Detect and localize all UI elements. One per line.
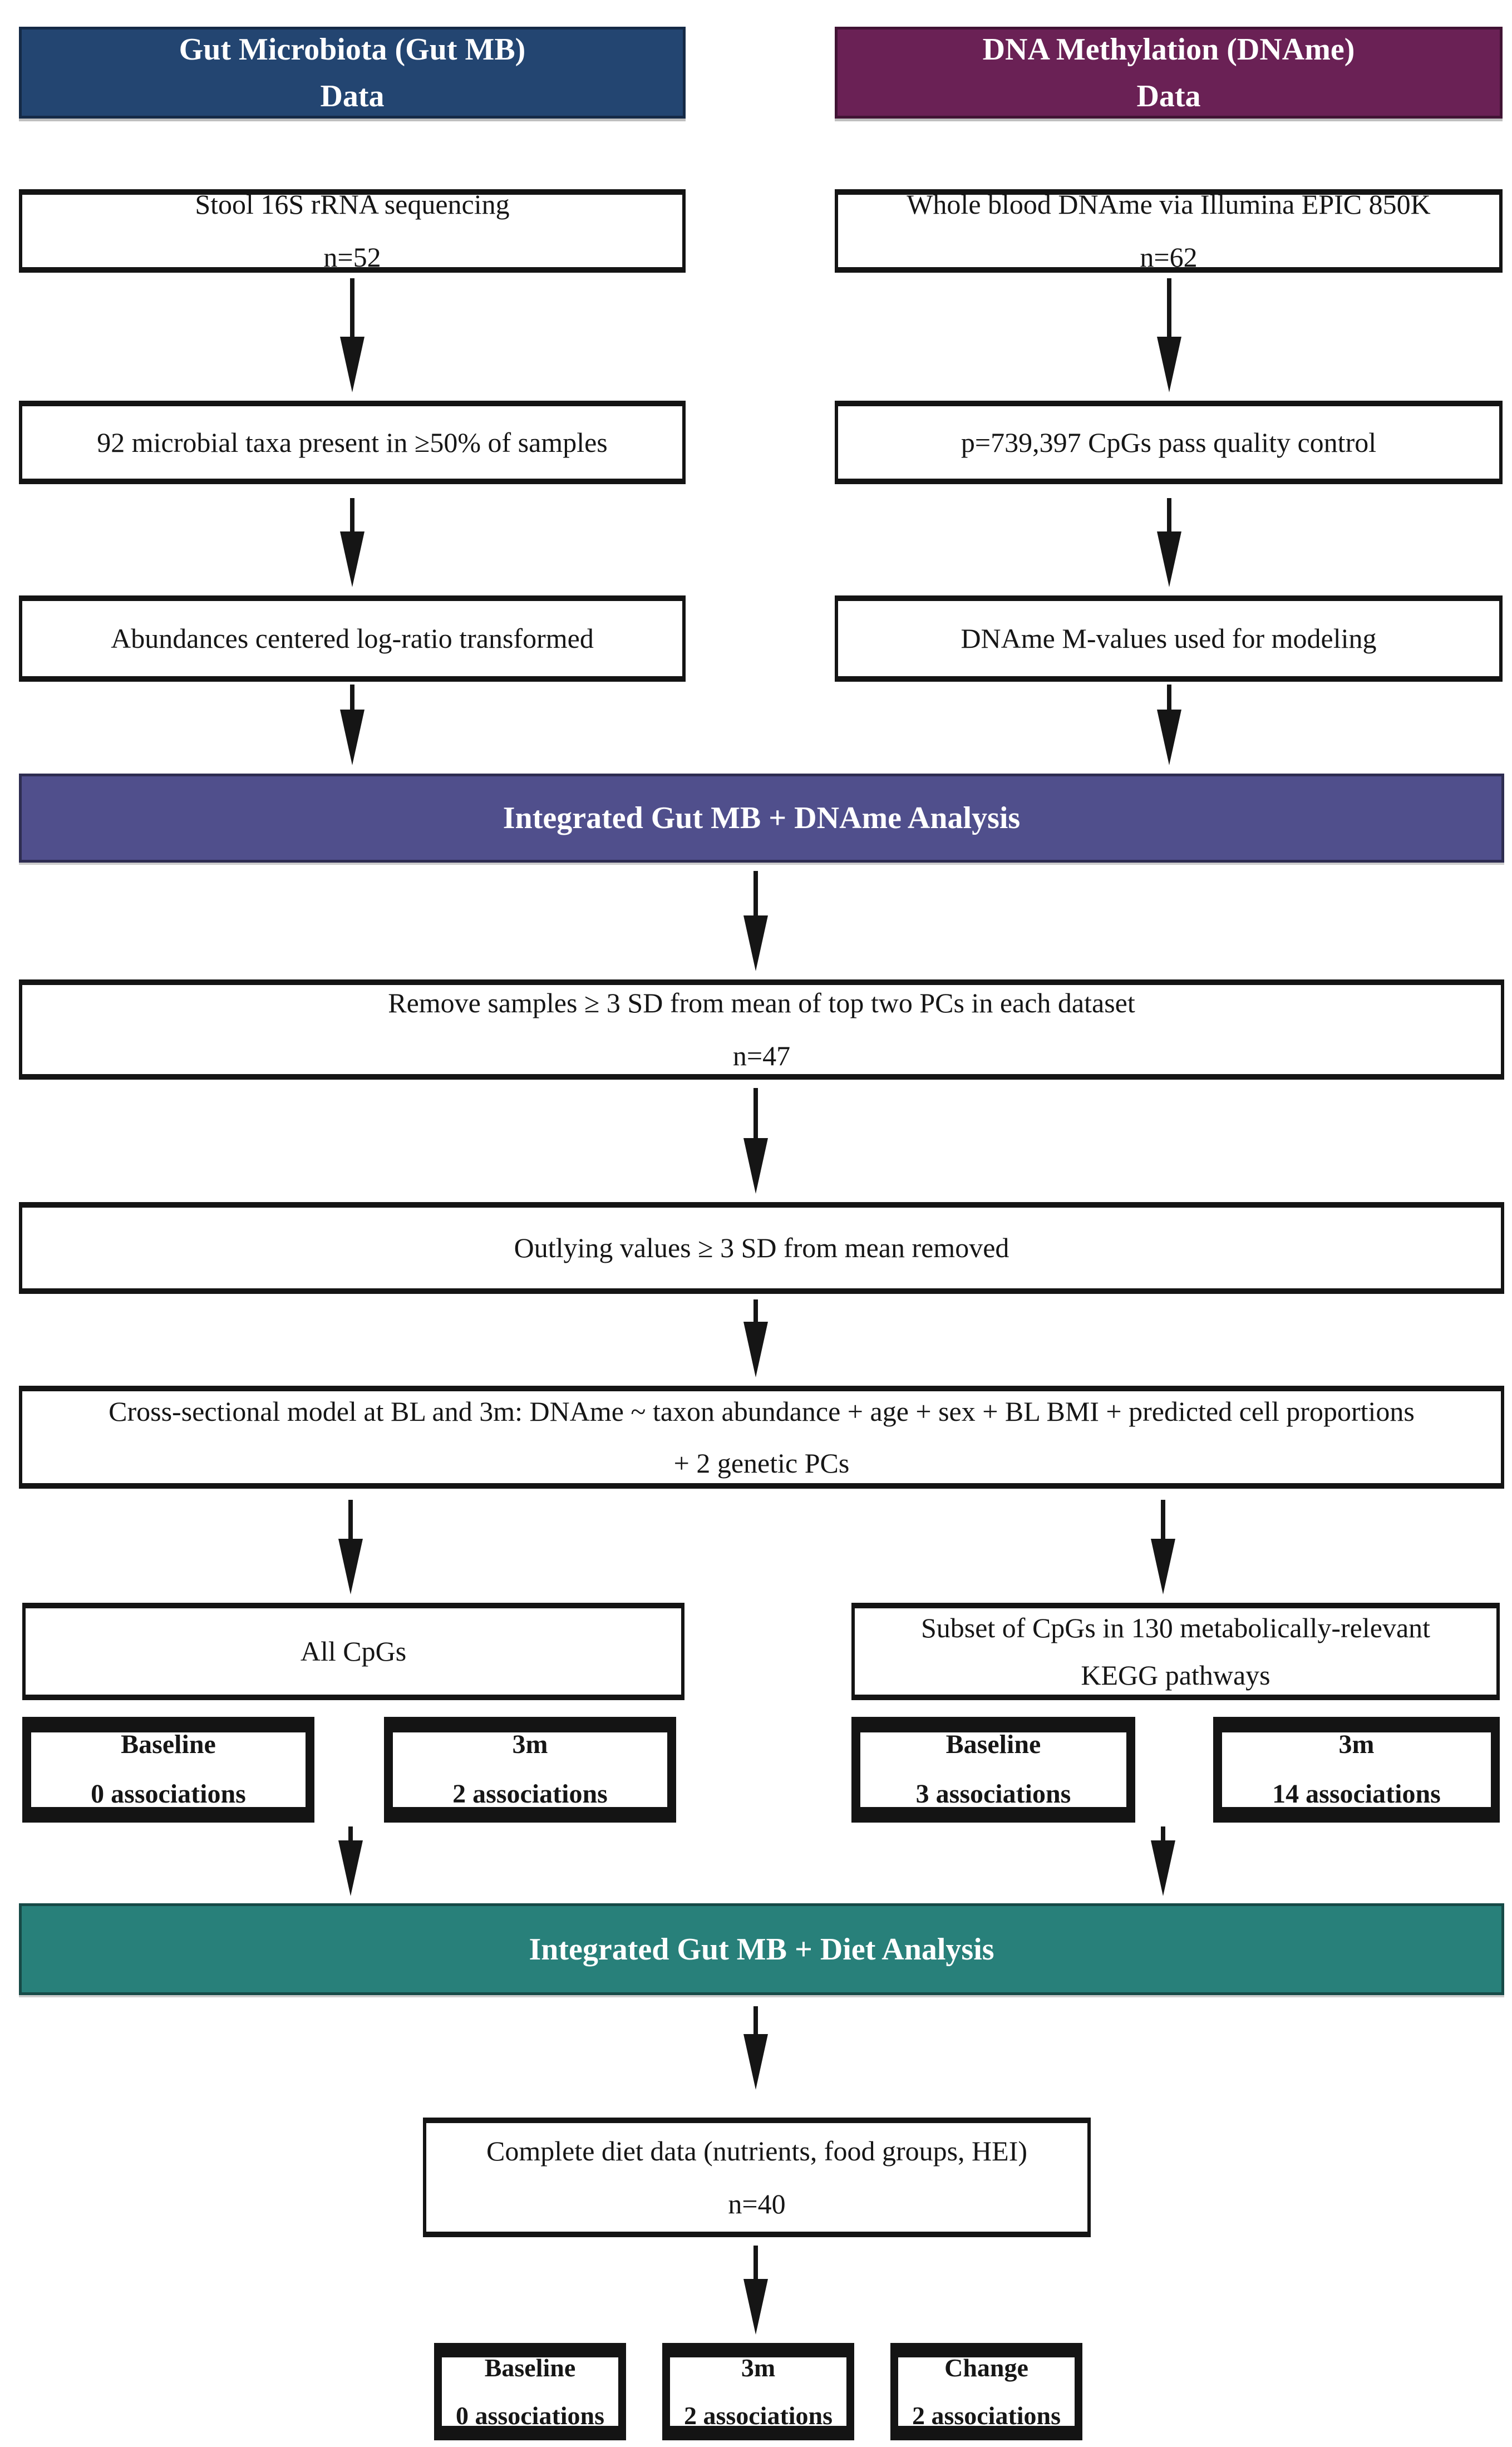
all-cpgs-3m-count: 2 associations: [452, 1779, 608, 1809]
integrated-diet-banner-text: Integrated Gut MB + Diet Analysis: [529, 1932, 994, 1967]
all-cpgs-baseline-result-box: [22, 1717, 314, 1823]
all-cpgs-text: All CpGs: [300, 1636, 407, 1667]
diet-change-result-box: [890, 2343, 1082, 2440]
integrated-diet-banner: [19, 1903, 1504, 1995]
diet-data-box: [423, 2118, 1091, 2237]
kegg-baseline-result-box: [851, 1717, 1135, 1823]
diet-3m-count: 2 associations: [683, 2401, 833, 2430]
clr-transform-text: Abundances centered log-ratio transformed: [111, 623, 594, 654]
down-arrow-icon: [1151, 1500, 1175, 1594]
gut-mb-header-line2: Data: [320, 78, 385, 114]
down-arrow-icon: [1151, 1826, 1175, 1896]
down-arrow-icon: [743, 1088, 768, 1194]
down-arrow-icon: [340, 498, 365, 587]
all-cpgs-box: [22, 1603, 684, 1700]
diet-data-n: n=40: [728, 2188, 786, 2219]
diet-change-label: Change: [944, 2354, 1028, 2382]
cross-sectional-model-box: [19, 1386, 1504, 1489]
whole-blood-text: Whole blood DNAme via Illumina EPIC 850K: [907, 189, 1431, 220]
m-values-box: [835, 595, 1503, 682]
kegg-3m-result-box: [1213, 1717, 1500, 1823]
cpg-qc-text: p=739,397 CpGs pass quality control: [961, 426, 1377, 458]
down-arrow-icon: [1157, 498, 1181, 587]
diet-3m-result-box: [662, 2343, 854, 2440]
all-cpgs-baseline-count: 0 associations: [91, 1779, 246, 1809]
gut-mb-header-line1: Gut Microbiota (Gut MB): [179, 32, 526, 67]
down-arrow-icon: [338, 1500, 363, 1594]
down-arrow-icon: [743, 871, 768, 971]
diet-3m-label: 3m: [741, 2354, 776, 2382]
whole-blood-box: [835, 189, 1503, 273]
integrated-dname-banner: [19, 774, 1504, 863]
down-arrow-icon: [1157, 685, 1181, 765]
diet-baseline-count: 0 associations: [455, 2401, 605, 2430]
kegg-baseline-label: Baseline: [945, 1730, 1041, 1760]
stool-sequencing-box: [19, 189, 686, 273]
kegg-subset-box: [851, 1603, 1500, 1700]
m-values-text: DNAme M-values used for modeling: [961, 623, 1377, 654]
remove-samples-n: n=47: [732, 1040, 791, 1071]
integrated-dname-banner-text: Integrated Gut MB + DNAme Analysis: [503, 801, 1021, 835]
remove-samples-text: Remove samples ≥ 3 SD from mean of top two PCs in each dataset: [388, 987, 1135, 1018]
all-cpgs-baseline-label: Baseline: [121, 1730, 216, 1760]
cross-sectional-model-text: Cross-sectional model at BL and 3m: DNAme ~ taxon abundance + age + sex + BL BMI + predicted cell proportions + 2 genetic PCs: [109, 1396, 1415, 1479]
whole-blood-n: n=62: [1140, 242, 1198, 273]
all-cpgs-3m-result-box: [384, 1717, 676, 1823]
down-arrow-icon: [743, 1299, 768, 1377]
kegg-subset-line2: KEGG pathways: [1081, 1659, 1270, 1691]
down-arrow-icon: [1157, 278, 1181, 392]
diet-baseline-result-box: [434, 2343, 626, 2440]
all-cpgs-3m-label: 3m: [512, 1730, 548, 1760]
stool-sequencing-n: n=52: [323, 242, 381, 273]
diet-change-count: 2 associations: [912, 2401, 1061, 2430]
down-arrow-icon: [340, 278, 365, 392]
down-arrow-icon: [743, 2006, 768, 2090]
dname-header-line2: Data: [1136, 78, 1201, 114]
diet-baseline-label: Baseline: [484, 2354, 576, 2382]
stool-sequencing-text: Stool 16S rRNA sequencing: [195, 189, 510, 220]
down-arrow-icon: [743, 2246, 768, 2335]
taxa-filter-box: [19, 401, 686, 484]
cpg-qc-box: [835, 401, 1503, 484]
kegg-3m-count: 14 associations: [1272, 1779, 1441, 1809]
kegg-subset-line1: Subset of CpGs in 130 metabolically-relevant: [920, 1612, 1431, 1643]
diet-data-text: Complete diet data (nutrients, food groups, HEI): [486, 2135, 1027, 2167]
kegg-3m-label: 3m: [1338, 1730, 1375, 1760]
clr-transform-box: [19, 595, 686, 682]
taxa-filter-text: 92 microbial taxa present in ≥50% of samples: [97, 426, 608, 458]
outlying-values-box: [19, 1202, 1504, 1294]
gut-mb-header: [19, 27, 686, 119]
remove-samples-box: [19, 979, 1504, 1080]
kegg-baseline-count: 3 associations: [915, 1779, 1071, 1809]
dname-header: [835, 27, 1503, 119]
outlying-values-text: Outlying values ≥ 3 SD from mean removed: [514, 1232, 1009, 1263]
dname-header-line1: DNA Methylation (DNAme): [982, 32, 1355, 67]
down-arrow-icon: [340, 685, 365, 765]
down-arrow-icon: [338, 1826, 363, 1896]
